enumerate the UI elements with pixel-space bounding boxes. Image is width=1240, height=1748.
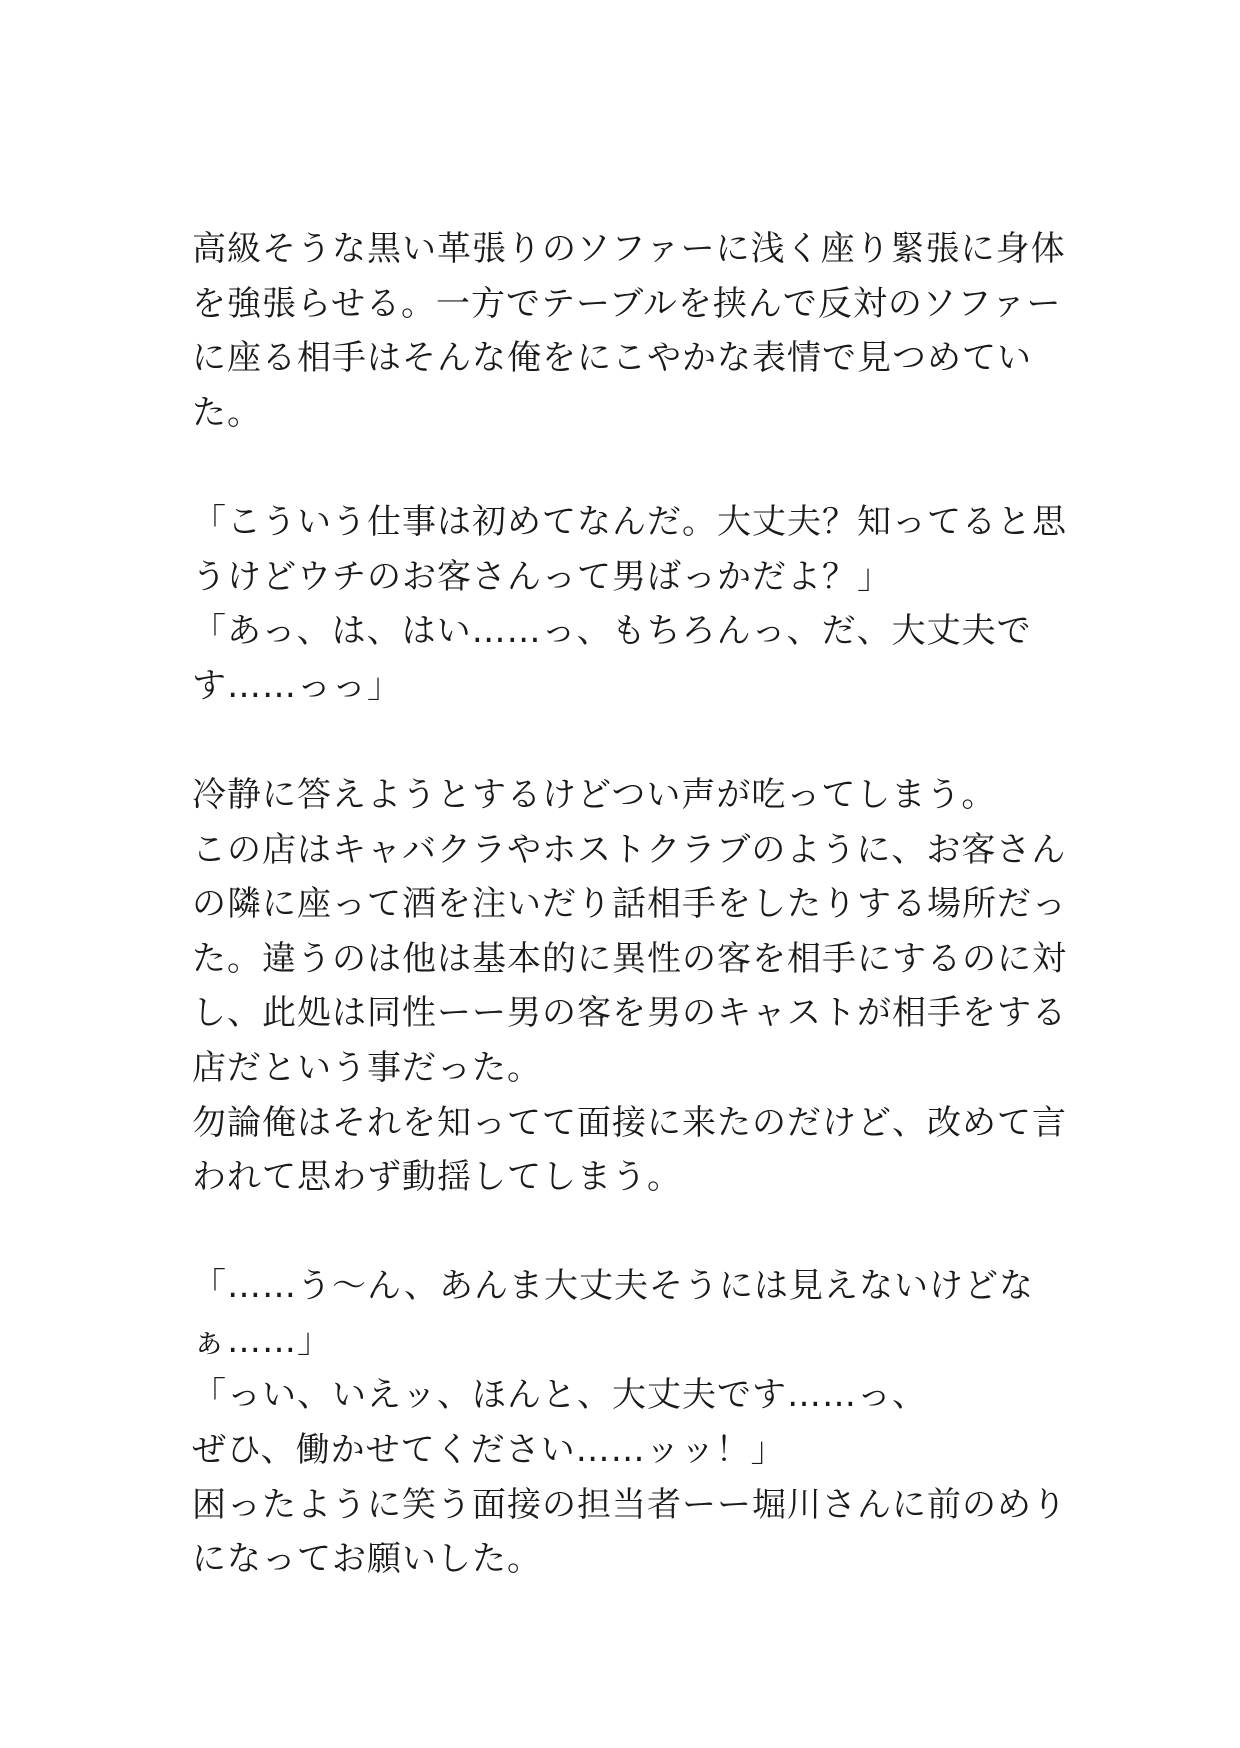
text-line: 「っい、いえッ、ほんと、大丈夫です……っ、 [192, 1375, 927, 1416]
story-text [192, 222, 1072, 1587]
paragraph-gap [192, 1205, 1072, 1260]
text-line: ぜひ、働かせてください……ッッ！」 [192, 1430, 786, 1471]
text-line: 「……う～ん、あんま大丈夫そうには見えないけどな [192, 1266, 1035, 1307]
text-line: す……っっ」 [192, 665, 402, 706]
text-line: を強張らせる。一方でテーブルを挟んで反対のソファー [192, 283, 1062, 324]
paragraph-gap [192, 713, 1072, 768]
text-line: の隣に座って酒を注いだり話相手をしたりする場所だっ [192, 884, 1067, 925]
text-line: た。 [192, 392, 262, 433]
paragraph-gap [192, 440, 1072, 495]
text-line: 店だという事だった。 [192, 1047, 542, 1088]
text-line: に座る相手はそんな俺をにこやかな表情で見つめてい [192, 338, 1032, 379]
text-line: 勿論俺はそれを知ってて面接に来たのだけど、改めて言 [192, 1102, 1067, 1143]
text-line: 「こういう仕事は初めてなんだ。大丈夫？知ってると思 [192, 501, 1067, 542]
text-line: た。違うのは他は基本的に異性の客を相手にするのに対 [192, 938, 1067, 979]
text-line: 「あっ、は、はい……っ、もちろんっ、だ、大丈夫で [192, 611, 1032, 652]
text-line: この店はキャバクラやホストクラブのように、お客さん [192, 829, 1067, 870]
text-line: し、此処は同性ーー男の客を男のキャストが相手をする [192, 993, 1067, 1034]
text-line: になってお願いした。 [192, 1539, 542, 1580]
text-line: ぁ……」 [192, 1320, 332, 1361]
text-line: うけどウチのお客さんって男ばっかだよ？」 [192, 556, 892, 597]
text-line: 困ったように笑う面接の担当者ーー堀川さんに前のめり [192, 1484, 1067, 1525]
text-line: 高級そうな黒い革張りのソファーに浅く座り緊張に身体 [192, 229, 1066, 269]
text-line: われて思わず動揺してしまう。 [192, 1157, 682, 1198]
text-line: 冷静に答えようとするけどつい声が吃ってしまう。 [192, 774, 997, 815]
